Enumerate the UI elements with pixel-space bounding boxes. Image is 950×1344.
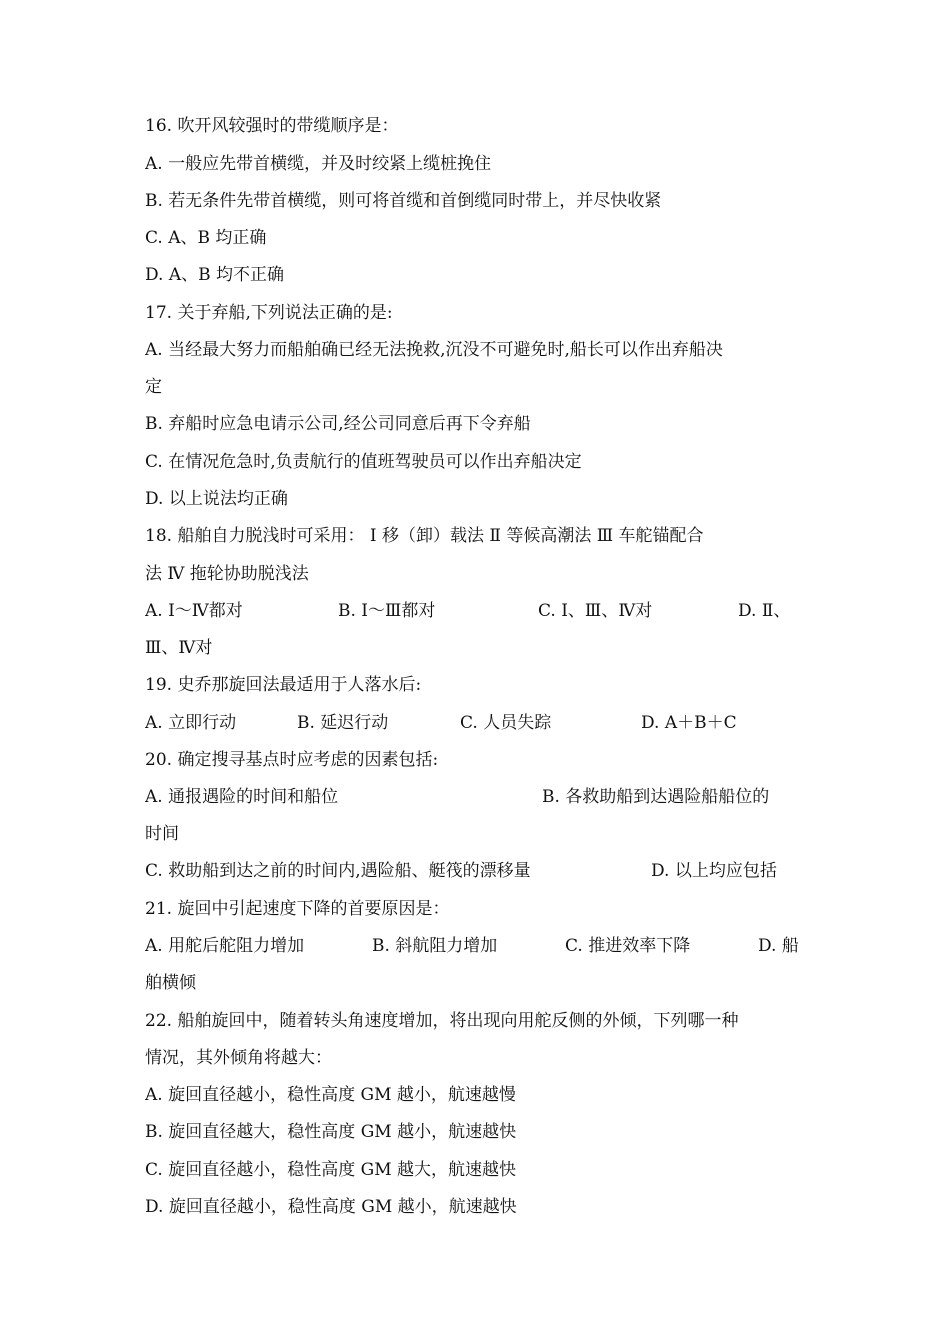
question-22-option-a: A. 旋回直径越小，稳性高度 GM 越小，航速越慢	[145, 1085, 516, 1105]
question-18-option-b: B. Ⅰ～Ⅲ都对	[338, 601, 436, 621]
question-18-option-a: A. Ⅰ～Ⅳ都对	[145, 601, 243, 621]
question-19-option-a: A. 立即行动	[145, 713, 237, 733]
question-22-stem-line-1: 22. 船舶旋回中，随着转头角速度增加，将出现向用舵反侧的外倾，下列哪一种	[145, 1011, 739, 1031]
question-21-option-a: A. 用舵后舵阻力增加	[145, 936, 305, 956]
question-21-option-d-wrap: 舶横倾	[145, 973, 196, 993]
question-18-stem-line-1: 18. 船舶自力脱浅时可采用： Ⅰ 移（卸）载法 Ⅱ 等候高潮法 Ⅲ 车舵锚配合	[145, 526, 704, 546]
question-20-option-a: A. 通报遇险的时间和船位	[145, 787, 339, 807]
question-20-options-row	[145, 786, 810, 808]
question-22-option-c: C. 旋回直径越小，稳性高度 GM 越大，航速越快	[145, 1160, 517, 1180]
question-21-stem: 21. 旋回中引起速度下降的首要原因是：	[145, 899, 450, 919]
question-22-option-b: B. 旋回直径越大，稳性高度 GM 越小，航速越快	[145, 1122, 517, 1142]
question-16-option-b: B. 若无条件先带首横缆，则可将首缆和首倒缆同时带上，并尽快收紧	[145, 191, 662, 211]
question-18-option-d: D. Ⅱ、	[738, 601, 791, 621]
question-20-option-b-wrap: 时间	[145, 824, 179, 844]
question-20-stem: 20. 确定搜寻基点时应考虑的因素包括:	[145, 750, 439, 770]
question-20-options-row-2	[145, 860, 810, 882]
question-20-option-d: D. 以上均应包括	[651, 861, 777, 881]
question-19-option-d: D. A＋B＋C	[641, 713, 737, 733]
question-21-options-row	[145, 935, 810, 957]
question-16-stem: 16. 吹开风较强时的带缆顺序是：	[145, 116, 399, 136]
question-17-option-b: B. 弃船时应急电请示公司,经公司同意后再下令弃船	[145, 414, 531, 434]
question-21-option-c: C. 推进效率下降	[565, 936, 691, 956]
question-17-option-c: C. 在情况危急时,负责航行的值班驾驶员可以作出弃船决定	[145, 452, 582, 472]
question-19-option-b: B. 延迟行动	[297, 713, 389, 733]
question-17-option-a: A. 当经最大努力而船舶确已经无法挽救,沉没不可避免时,船长可以作出弃船决	[145, 340, 723, 360]
question-17-option-a-wrap: 定	[145, 377, 162, 397]
question-16-option-d: D. A、B 均不正确	[145, 265, 285, 285]
question-22-option-d: D. 旋回直径越小，稳性高度 GM 越小，航速越快	[145, 1197, 517, 1217]
question-19-stem: 19. 史乔那旋回法最适用于人落水后:	[145, 675, 422, 695]
question-19-option-c: C. 人员失踪	[460, 713, 552, 733]
question-16-option-a: A. 一般应先带首横缆，并及时绞紧上缆桩挽住	[145, 154, 492, 174]
question-20-option-b: B. 各救助船到达遇险船船位的	[542, 787, 770, 807]
question-18-options-row	[145, 600, 810, 622]
question-18-option-d-wrap: Ⅲ、Ⅳ对	[145, 638, 213, 658]
question-21-option-b: B. 斜航阻力增加	[372, 936, 498, 956]
question-22-stem-line-2: 情况，其外倾角将越大：	[145, 1048, 332, 1068]
question-17-stem: 17. 关于弃船,下列说法正确的是:	[145, 303, 393, 323]
question-18-option-c: C. Ⅰ、Ⅲ、Ⅳ对	[538, 601, 653, 621]
question-18-stem-line-2: 法 Ⅳ 拖轮协助脱浅法	[145, 564, 309, 584]
question-19-options-row	[145, 712, 810, 734]
question-16-option-c: C. A、B 均正确	[145, 228, 267, 248]
question-17-option-d: D. 以上说法均正确	[145, 489, 288, 509]
question-21-option-d: D. 船	[758, 936, 799, 956]
question-20-option-c: C. 救助船到达之前的时间内,遇险船、艇筏的漂移量	[145, 861, 531, 881]
